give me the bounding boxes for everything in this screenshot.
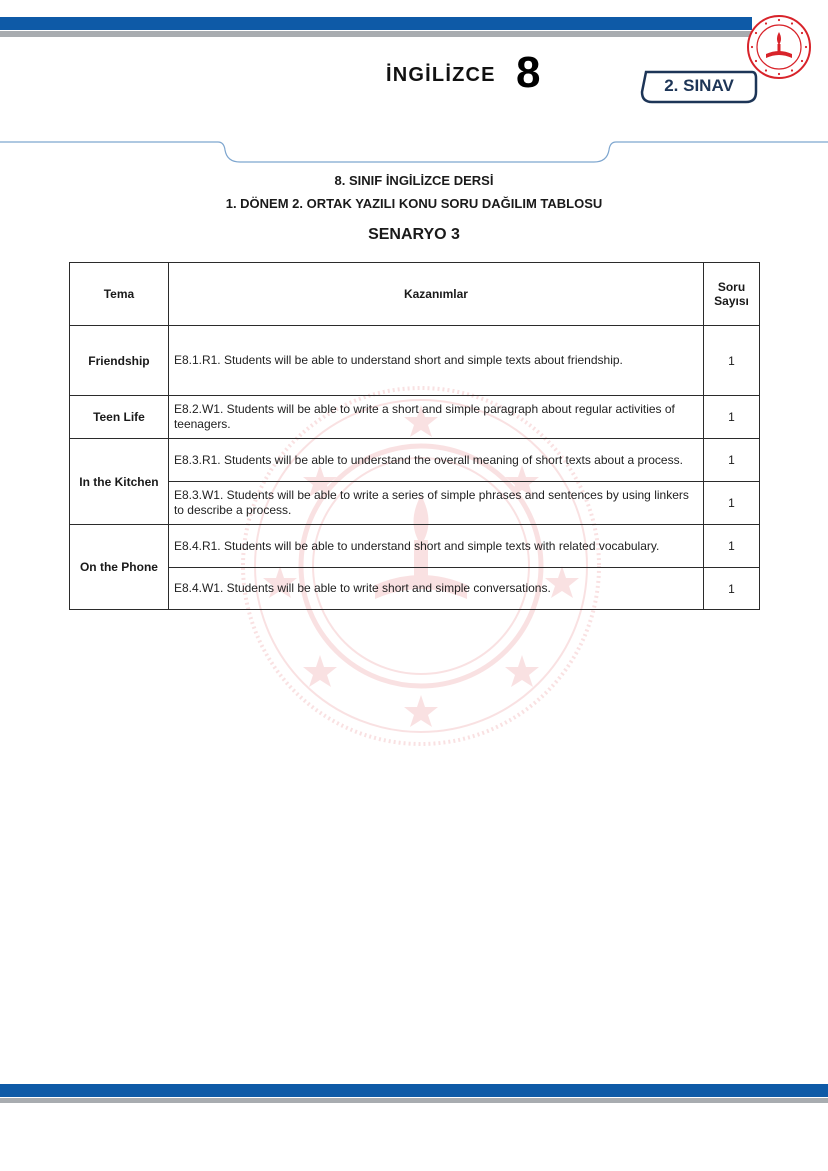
theme-cell: Teen Life <box>70 396 169 439</box>
bottom-band-accent <box>0 1098 828 1103</box>
column-header-outcomes: Kazanımlar <box>168 263 703 326</box>
subject-title: İNGİLİZCE <box>386 64 496 86</box>
top-band <box>0 17 752 30</box>
question-count-cell: 1 <box>704 439 760 482</box>
outcome-cell: E8.2.W1. Students will be able to write a short and simple paragraph about regular activities of teenagers. <box>168 396 703 439</box>
question-count-cell: 1 <box>704 396 760 439</box>
theme-cell: In the Kitchen <box>70 439 169 525</box>
grade-number: 8 <box>516 48 541 97</box>
column-header-count <box>704 263 760 326</box>
scenario-title: SENARYO 3 <box>368 226 460 243</box>
outcome-cell: E8.1.R1. Students will be able to understand short and simple texts about friendship. <box>168 326 703 396</box>
table-row <box>70 439 760 482</box>
theme-cell: On the Phone <box>70 525 169 610</box>
document-subtitle: 1. DÖNEM 2. ORTAK YAZILI KONU SORU DAĞILIM TABLOSU <box>225 196 603 211</box>
question-count-cell: 1 <box>704 525 760 568</box>
outcome-cell: E8.3.W1. Students will be able to write a series of simple phrases and sentences by using linkers to describe a process. <box>168 482 703 525</box>
question-distribution-table <box>69 262 760 610</box>
question-count-cell: 1 <box>704 326 760 396</box>
theme-cell: Friendship <box>70 326 169 396</box>
table-row <box>70 525 760 568</box>
question-count-cell: 1 <box>704 482 760 525</box>
table-row <box>70 326 760 396</box>
outcome-cell: E8.4.R1. Students will be able to understand short and simple texts with related vocabulary. <box>168 525 703 568</box>
top-band-accent <box>0 31 752 37</box>
outcome-cell: E8.4.W1. Students will be able to write short and simple conversations. <box>168 568 703 610</box>
question-count-cell: 1 <box>704 568 760 610</box>
table-row <box>70 568 760 610</box>
column-header-count-line1: Soru <box>717 280 746 294</box>
column-header-count-line2: Sayısı <box>714 294 749 308</box>
exam-badge-label: 2. SINAV <box>664 76 734 95</box>
header-divider <box>0 130 828 170</box>
table-header-row <box>70 263 760 326</box>
bottom-band <box>0 1084 828 1097</box>
table-row <box>70 482 760 525</box>
table-row <box>70 396 760 439</box>
document-title: 8. SINIF İNGİLİZCE DERSİ <box>334 173 494 188</box>
column-header-theme: Tema <box>70 263 169 326</box>
outcome-cell: E8.3.R1. Students will be able to understand the overall meaning of short texts about a process. <box>168 439 703 482</box>
